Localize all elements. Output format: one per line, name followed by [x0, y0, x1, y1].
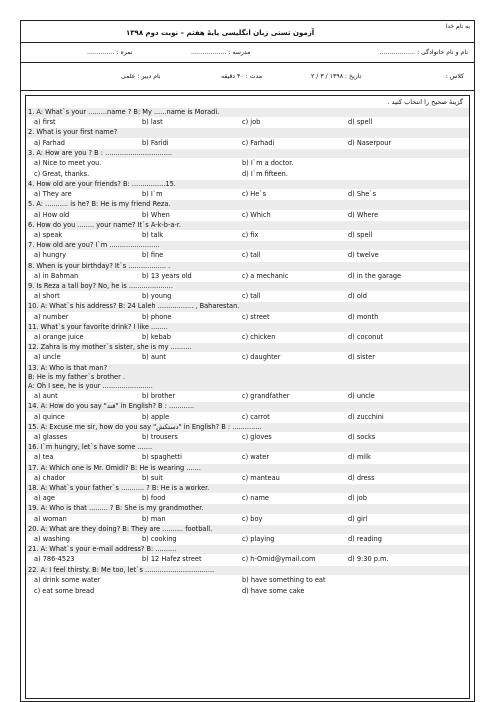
- duration-label: مدت : ۴۰ دقیقه: [221, 73, 263, 80]
- question-text: 18. A: What`s your father`s ........... ? B: He is a worker.: [26, 484, 469, 493]
- question-13: [26, 364, 469, 402]
- option-a[interactable]: a) chador: [34, 473, 66, 482]
- option-row: [26, 158, 469, 169]
- question-text: 7. How old are you? I`m ........................: [26, 241, 469, 250]
- question-text: 16. I`m hungry, let`s have some .......: [26, 443, 469, 452]
- questions-box: [25, 95, 470, 699]
- option-b[interactable]: b) Faridi: [142, 138, 169, 147]
- option-row: [26, 250, 469, 261]
- option-row: [26, 391, 469, 402]
- option-c[interactable]: c) street: [242, 312, 270, 321]
- question-9: [26, 282, 469, 302]
- option-row: [26, 452, 469, 463]
- question-6: [26, 221, 469, 241]
- option-b[interactable]: b) talk: [142, 230, 164, 239]
- question-1: [26, 108, 469, 128]
- option-c[interactable]: c) Farhadi: [242, 138, 275, 147]
- question-2: [26, 128, 469, 148]
- option-c[interactable]: c) playing: [242, 534, 275, 543]
- option-a[interactable]: a) age: [34, 494, 55, 503]
- option-row: [26, 169, 469, 180]
- option-c[interactable]: c) Great, thanks.: [34, 169, 90, 178]
- question-7: [26, 241, 469, 261]
- option-c[interactable]: c) He`s: [242, 190, 267, 199]
- option-row: [26, 493, 469, 504]
- option-a[interactable]: a) aunt: [34, 392, 58, 401]
- option-row: [26, 473, 469, 484]
- option-c[interactable]: c) a mechanic: [242, 271, 289, 280]
- question-text: 10. A: What`s his address? B: 24 Laleh ................. , Baharestan.: [26, 302, 469, 311]
- option-d[interactable]: d) sister: [348, 353, 375, 362]
- question-text: 21. A: What`s your e-mail address? B: ..........: [26, 545, 469, 554]
- option-b[interactable]: b) suit: [142, 473, 163, 482]
- option-row: [26, 332, 469, 343]
- option-d[interactable]: d) socks: [348, 432, 376, 441]
- option-c[interactable]: c) h-Omid@ymail.com: [242, 555, 316, 564]
- option-b[interactable]: b) 12 Hafez street: [142, 555, 202, 564]
- option-a[interactable]: a) speak: [34, 230, 63, 239]
- option-a[interactable]: a) drink some water: [34, 575, 101, 584]
- header-info-row: [21, 43, 474, 63]
- question-text: 1. A: What`s your .........name ? B: My ......name is Moradi.: [26, 108, 469, 117]
- option-b[interactable]: b) food: [142, 494, 166, 503]
- option-a[interactable]: a) Nice to meet you.: [34, 158, 102, 167]
- option-c[interactable]: c) manteau: [242, 473, 280, 482]
- question-text: 6. How do you ........ your name? It`s A-k-b-a-r.: [26, 221, 469, 230]
- question-text: 9. Is Reza a tall boy? No, he is .....................: [26, 282, 469, 291]
- option-row: [26, 312, 469, 323]
- option-c[interactable]: c) gloves: [242, 432, 272, 441]
- option-d[interactable]: d) in the garage: [348, 271, 402, 280]
- question-20: [26, 525, 469, 545]
- option-a[interactable]: a) glasses: [34, 432, 68, 441]
- option-row: [26, 514, 469, 525]
- option-row: [26, 291, 469, 302]
- option-a[interactable]: a) hungry: [34, 251, 67, 260]
- question-text: 11. What`s your favorite drink? I like ........: [26, 323, 469, 332]
- question-text: 12. Zahra is my mother`s sister, she is my ..........: [26, 343, 469, 352]
- question-text: 13. A: Who is that man?: [26, 364, 469, 373]
- question-text: A: Oh I see, he is your ........................: [26, 382, 469, 391]
- option-row: [26, 534, 469, 545]
- option-b[interactable]: b) cooking: [142, 534, 177, 543]
- option-d[interactable]: d) have some cake: [242, 586, 305, 595]
- option-row: [26, 554, 469, 565]
- question-11: [26, 323, 469, 343]
- option-c[interactable]: c) Which: [242, 210, 271, 219]
- option-b[interactable]: b) man: [142, 514, 166, 523]
- option-d[interactable]: d) dress: [348, 473, 375, 482]
- question-16: [26, 443, 469, 463]
- question-3: [26, 149, 469, 180]
- option-b[interactable]: b) trousers: [142, 432, 178, 441]
- option-b[interactable]: b) kebab: [142, 332, 171, 341]
- question-4: [26, 180, 469, 200]
- question-text: 4. How old are your friends? B: ................15.: [26, 180, 469, 189]
- question-text: 3. A: How are you ? B : ................................: [26, 149, 469, 158]
- option-d[interactable]: d) Naserpour: [348, 138, 392, 147]
- option-c[interactable]: c) daughter: [242, 353, 281, 362]
- option-c[interactable]: c) fix: [242, 230, 259, 239]
- header-meta-row: [21, 63, 474, 91]
- option-b[interactable]: b) fine: [142, 251, 164, 260]
- option-row: [26, 230, 469, 241]
- question-text: 19. A: Who is that ......... ? B: She is my grandmother.: [26, 504, 469, 513]
- question-12: [26, 343, 469, 363]
- question-18: [26, 484, 469, 504]
- option-b[interactable]: b) 13 years old: [142, 271, 192, 280]
- option-d[interactable]: d) twelve: [348, 251, 379, 260]
- question-21: [26, 545, 469, 565]
- option-a[interactable]: a) Farhad: [34, 138, 65, 147]
- option-c[interactable]: c) carrot: [242, 412, 270, 421]
- grade-label: نمره : ..............: [87, 49, 133, 56]
- option-a[interactable]: a) They are: [34, 190, 72, 199]
- option-d[interactable]: d) Where: [348, 210, 379, 219]
- option-row: [26, 117, 469, 128]
- option-c[interactable]: c) tall: [242, 292, 261, 301]
- question-14: [26, 402, 469, 422]
- option-d[interactable]: d) old: [348, 292, 367, 301]
- option-row: [26, 352, 469, 363]
- date-label: تاریخ : ۱۳۹۸ / ۳ / ۲: [311, 73, 362, 80]
- option-d[interactable]: d) job: [348, 494, 367, 503]
- option-c[interactable]: c) water: [242, 453, 270, 462]
- option-d[interactable]: d) zucchini: [348, 412, 384, 421]
- option-b[interactable]: b) brother: [142, 392, 176, 401]
- question-19: [26, 504, 469, 524]
- option-d[interactable]: d) She`s: [348, 190, 377, 199]
- option-row: [26, 189, 469, 200]
- option-c[interactable]: c) tall: [242, 251, 261, 260]
- question-text: 2. What is your first name?: [26, 128, 469, 137]
- option-a[interactable]: a) number: [34, 312, 69, 321]
- question-17: [26, 464, 469, 484]
- option-a[interactable]: a) in Bahman: [34, 271, 79, 280]
- option-c[interactable]: c) eat some bread: [34, 586, 95, 595]
- option-d[interactable]: d) reading: [348, 534, 382, 543]
- question-text: 8. When is your birthday? It`s .................. .: [26, 262, 469, 271]
- question-text: 15. A: Excuse me sir, how do you say "دستکش" in English? B : ..............: [26, 423, 469, 432]
- option-c[interactable]: c) name: [242, 494, 269, 503]
- question-22: [26, 566, 469, 597]
- option-row: [26, 138, 469, 149]
- option-row: [26, 575, 469, 586]
- question-5: [26, 200, 469, 220]
- option-a[interactable]: a) woman: [34, 514, 67, 523]
- option-d[interactable]: d) coconut: [348, 332, 384, 341]
- option-row: [26, 412, 469, 423]
- option-a[interactable]: a) orange juice: [34, 332, 84, 341]
- question-text: 5. A: ........... is he? B: He is my friend Reza.: [26, 200, 469, 209]
- question-text: 17. A: Which one is Mr. Omidi? B: He is wearing .......: [26, 464, 469, 473]
- option-c[interactable]: c) chicken: [242, 332, 276, 341]
- option-d[interactable]: d) spell: [348, 118, 373, 127]
- basmala: به نام خدا: [445, 23, 470, 30]
- question-text: 22. A: I feel thirsty. B: Me too, let`s .................................: [26, 566, 469, 575]
- teacher-label: نام دبیر : علمی: [121, 73, 161, 80]
- option-a[interactable]: a) 786-4523: [34, 555, 75, 564]
- option-row: [26, 210, 469, 221]
- option-d[interactable]: d) uncle: [348, 392, 375, 401]
- exam-title: آزمون تستی زبان انگلیسی پایهٔ هفتم – نوبت دوم ۱۳۹۸: [126, 29, 315, 37]
- option-d[interactable]: d) I`m fifteen.: [242, 169, 288, 178]
- question-text: 20. A: What are they doing? B: They are .......... football.: [26, 525, 469, 534]
- question-10: [26, 302, 469, 322]
- option-d[interactable]: d) 9:30 p.m.: [348, 555, 389, 564]
- exam-sheet: [20, 20, 475, 702]
- option-c[interactable]: b) have something to eat: [242, 575, 326, 584]
- option-c[interactable]: b) I`m a doctor.: [242, 158, 294, 167]
- option-a[interactable]: a) How old: [34, 210, 70, 219]
- student-name-label: نام و نام خانوادگی : ..................: [379, 49, 468, 56]
- option-d[interactable]: d) month: [348, 312, 379, 321]
- instruction: گزینهٔ صحیح را انتخاب کنید .: [387, 98, 463, 106]
- class-label: کلاس :: [445, 73, 464, 80]
- option-a[interactable]: a) first: [34, 118, 56, 127]
- option-a[interactable]: a) short: [34, 292, 60, 301]
- question-text: B: He is my father`s brother .: [26, 373, 469, 382]
- option-row: [26, 586, 469, 597]
- option-b[interactable]: b) young: [142, 292, 172, 301]
- school-label: مدرسه : ..................: [191, 49, 251, 56]
- option-b[interactable]: b) aunt: [142, 353, 166, 362]
- question-8: [26, 262, 469, 282]
- question-15: [26, 423, 469, 443]
- option-row: [26, 271, 469, 282]
- option-d[interactable]: d) milk: [348, 453, 371, 462]
- option-c[interactable]: c) grandfather: [242, 392, 290, 401]
- option-a[interactable]: a) tea: [34, 453, 54, 462]
- option-b[interactable]: b) phone: [142, 312, 172, 321]
- option-c[interactable]: c) job: [242, 118, 261, 127]
- option-row: [26, 432, 469, 443]
- question-text: 14. A: How do you say "قند" in English? B : ............: [26, 402, 469, 411]
- option-d[interactable]: d) girl: [348, 514, 368, 523]
- option-d[interactable]: d) spell: [348, 230, 373, 239]
- option-b[interactable]: b) spaghetti: [142, 453, 182, 462]
- option-a[interactable]: a) quince: [34, 412, 65, 421]
- option-b[interactable]: b) apple: [142, 412, 170, 421]
- option-c[interactable]: c) boy: [242, 514, 263, 523]
- option-b[interactable]: b) last: [142, 118, 163, 127]
- header-title-row: [21, 21, 474, 43]
- option-b[interactable]: b) I`m: [142, 190, 163, 199]
- option-a[interactable]: a) uncle: [34, 353, 61, 362]
- option-a[interactable]: a) washing: [34, 534, 70, 543]
- option-b[interactable]: b) When: [142, 210, 170, 219]
